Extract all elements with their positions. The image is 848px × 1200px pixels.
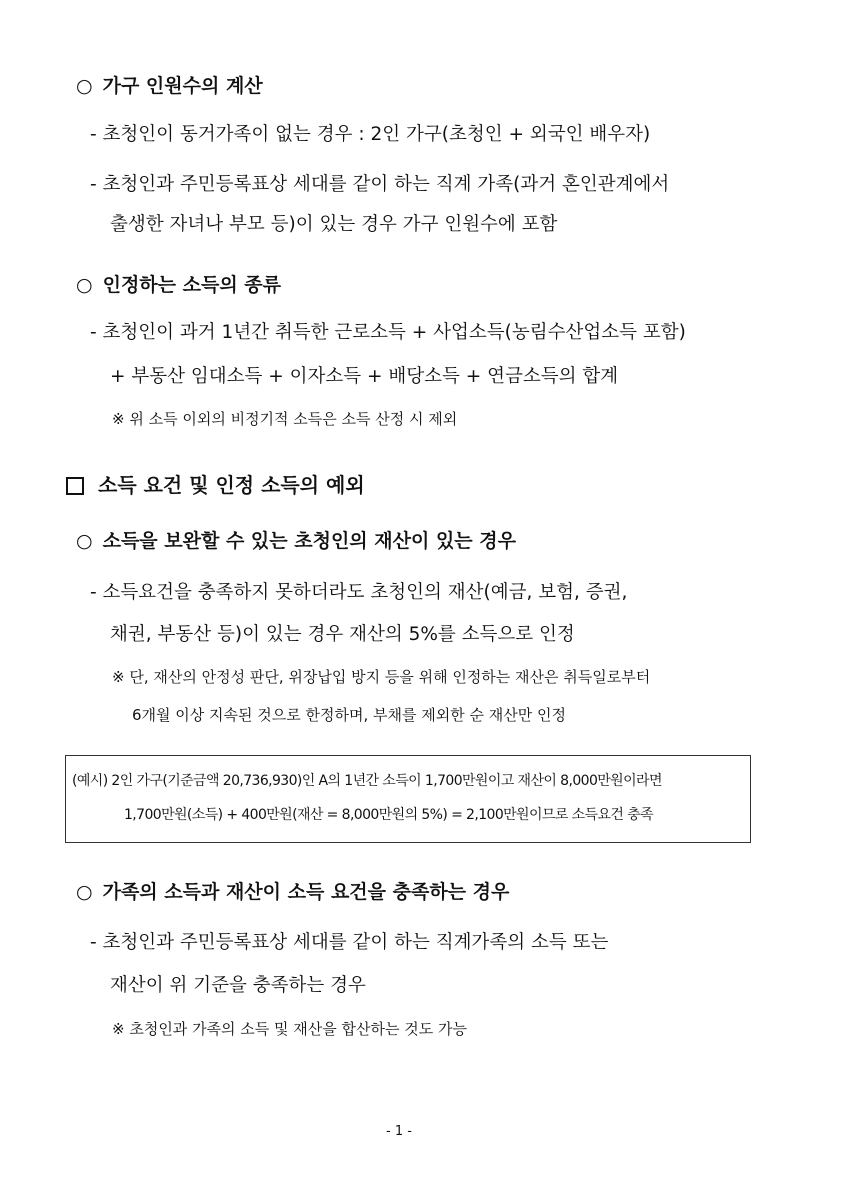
- list-item-continued: 채권, 부동산 등)이 있는 경우 재산의 5%를 소득으로 인정: [110, 624, 575, 645]
- note: ※ 위 소득 이외의 비정기적 소득은 소득 산정 시 제외: [112, 410, 458, 428]
- example-line: (예시) 2인 가구(기준금액 20,736,930)인 A의 1년간 소득이 1,700만원이고 재산이 8,000만원이라면: [72, 773, 662, 789]
- heading-text: 인정하는 소득의 종류: [102, 274, 282, 296]
- list-item-continued: 출생한 자녀나 부모 등)이 있는 경우 가구 인원수에 포함: [110, 214, 558, 235]
- heading-text: 가구 인원수의 계산: [102, 75, 263, 97]
- section-heading-assets: [76, 532, 516, 551]
- section-heading-family: [76, 883, 509, 902]
- example-box: [65, 755, 751, 843]
- circle-bullet-icon: ○: [76, 274, 93, 296]
- circle-bullet-icon: ○: [76, 530, 93, 552]
- list-item: - 소득요건을 충족하지 못하더라도 초청인의 재산(예금, 보험, 증권,: [90, 582, 628, 603]
- page-number: - 1 -: [386, 1124, 412, 1139]
- list-item: - 초청인이 동거가족이 없는 경우 : 2인 가구(초청인 + 외국인 배우자): [90, 124, 651, 145]
- list-item-continued: + 부동산 임대소득 + 이자소득 + 배당소득 + 연금소득의 합계: [110, 366, 619, 387]
- list-item: - 초청인과 주민등록표상 세대를 같이 하는 직계가족의 소득 또는: [90, 932, 609, 953]
- main-heading: [66, 475, 365, 495]
- list-item-continued: 재산이 위 기준을 충족하는 경우: [110, 975, 366, 996]
- example-line: 1,700만원(소득) + 400만원(재산 = 8,000만원의 5%) = 2,100만원이므로 소득요건 충족: [124, 807, 653, 823]
- list-item: - 초청인과 주민등록표상 세대를 같이 하는 직계 가족(과거 혼인관계에서: [90, 174, 670, 195]
- section-heading-household: [76, 77, 263, 96]
- circle-bullet-icon: ○: [76, 75, 93, 97]
- list-item: - 초청인이 과거 1년간 취득한 근로소득 + 사업소득(농림수산업소득 포함): [90, 322, 686, 343]
- section-heading-income-types: [76, 276, 281, 295]
- heading-text: 소득 요건 및 인정 소득의 예외: [98, 473, 365, 497]
- square-bullet-icon: [66, 477, 84, 495]
- note: ※ 초청인과 가족의 소득 및 재산을 합산하는 것도 가능: [112, 1020, 468, 1038]
- heading-text: 가족의 소득과 재산이 소득 요건을 충족하는 경우: [102, 881, 510, 903]
- note: ※ 단, 재산의 안정성 판단, 위장납입 방지 등을 위해 인정하는 재산은 취득일로부터: [112, 668, 651, 686]
- note-continued: 6개월 이상 지속된 것으로 한정하며, 부채를 제외한 순 재산만 인정: [132, 706, 566, 724]
- heading-text: 소득을 보완할 수 있는 초청인의 재산이 있는 경우: [102, 530, 516, 552]
- circle-bullet-icon: ○: [76, 881, 93, 903]
